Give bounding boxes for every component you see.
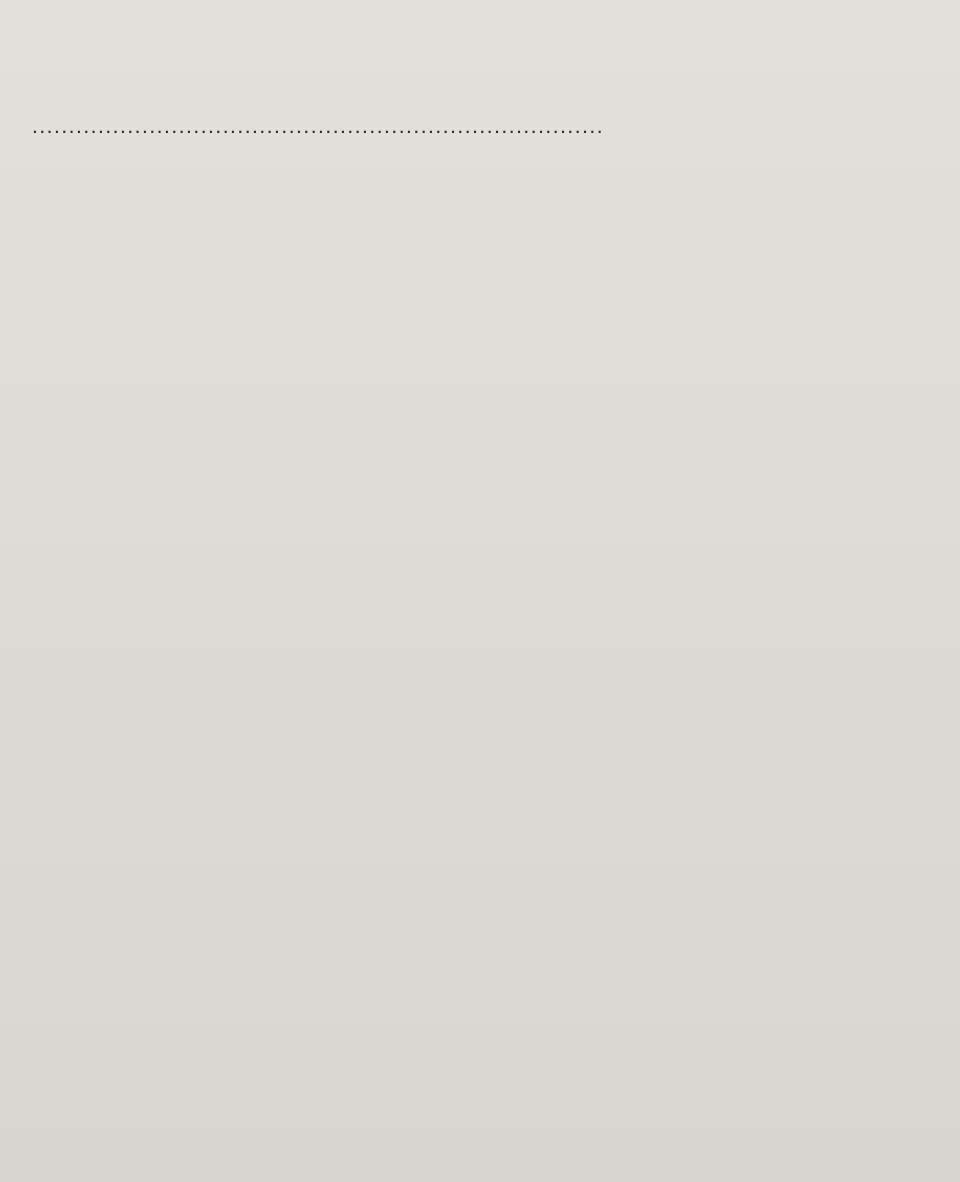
dot-leader: .............................................................................. — [32, 115, 605, 138]
intro-row — [32, 114, 892, 139]
